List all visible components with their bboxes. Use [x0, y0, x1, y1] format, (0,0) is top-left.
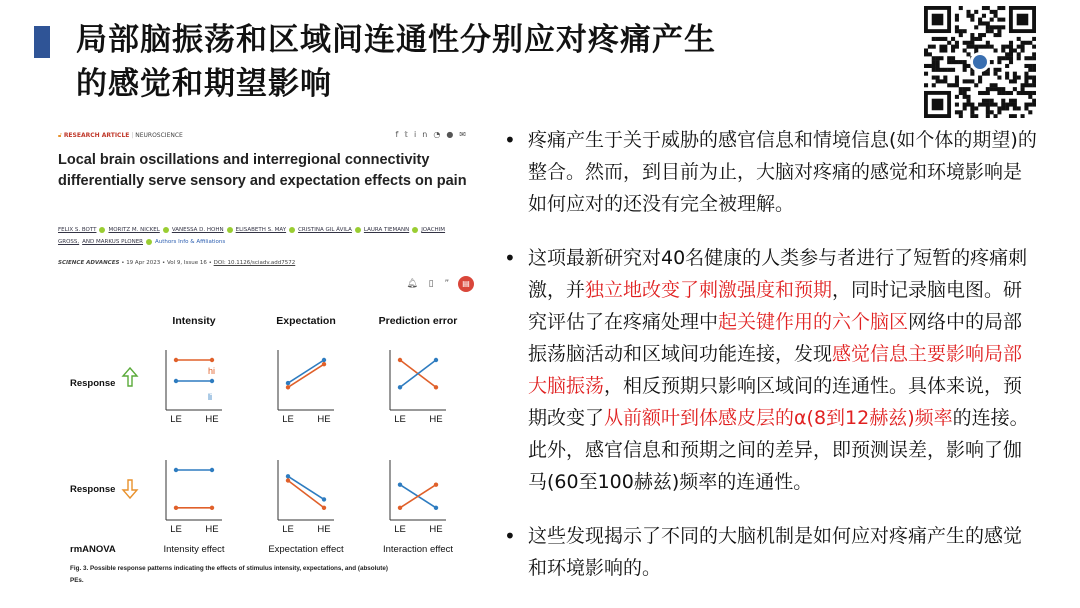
panel-3 — [390, 350, 446, 425]
data-point-hi — [210, 358, 214, 362]
bullet-list — [500, 124, 1040, 584]
row-label-up: Response — [70, 378, 116, 389]
highlighted-text: 起关键作用的六个脑区 — [718, 311, 909, 333]
weibo-icon[interactable]: ◔ — [433, 130, 447, 139]
data-point-hi — [174, 358, 178, 362]
bullet-text: ，同时记录脑电图。研究评估了在疼痛处理中 — [528, 279, 1023, 333]
bullet-text: 这项最新研究对40名健康的人类参与者进行了短暂的疼痛刺激，并 — [528, 247, 1028, 301]
author-link[interactable]: ELISABETH S. MAY — [235, 227, 287, 233]
row-label-down: Response — [70, 484, 116, 495]
x-tick-label: HE — [205, 414, 219, 425]
author-link[interactable]: JOACHIM GROSS, — [58, 227, 446, 245]
x-tick-label: LE — [282, 414, 294, 425]
article-tools — [406, 276, 474, 292]
open-access-icon: 🔓︎ — [58, 132, 62, 139]
data-point-hi — [434, 483, 438, 487]
bullet-text: 网络中的局部振荡脑活动和区域间功能连接，发现 — [528, 311, 1023, 365]
bullet-item — [500, 242, 1040, 498]
data-point-hi — [398, 506, 402, 510]
orcid-icon[interactable] — [289, 227, 295, 233]
journal-line: SCIENCE ADVANCES • 19 Apr 2023 • Vol 9, Issue 16 • DOI: 10.1126/sciadv.add7572 — [58, 260, 296, 266]
data-point-li — [210, 379, 214, 383]
bullet-item — [500, 520, 1040, 584]
bullet-text: 的连接。此外，感官信息和预期之间的差异，即预测误差，影响了伽马(60至100赫兹)频率的连通性。 — [528, 407, 1029, 493]
effect-label: Intensity effect — [163, 544, 225, 555]
legend-hi: hi — [208, 366, 216, 376]
orcid-icon[interactable] — [146, 239, 152, 245]
panel-6 — [390, 460, 446, 535]
orcid-icon[interactable] — [99, 227, 105, 233]
quote-icon[interactable]: ” — [444, 279, 450, 289]
highlighted-text: 从前额叶到体感皮层的α(8到12赫兹)频率 — [604, 407, 953, 429]
column-header: Expectation — [276, 315, 336, 327]
footer-label: rmANOVA — [70, 544, 116, 555]
orcid-icon[interactable] — [163, 227, 169, 233]
author-list — [58, 224, 478, 248]
x-tick-label: HE — [429, 524, 443, 535]
orcid-icon[interactable] — [412, 227, 418, 233]
data-point-hi — [398, 358, 402, 362]
data-point-li — [322, 497, 326, 501]
twitter-icon[interactable]: 𝕥 — [404, 130, 415, 139]
data-point-li — [174, 468, 178, 472]
highlighted-text: 感觉信息主要影响局部大脑振荡 — [528, 343, 1023, 397]
affiliations-link[interactable]: Authors Info & Affiliations — [155, 239, 226, 245]
article-section: NEUROSCIENCE — [135, 132, 183, 139]
x-tick-label: HE — [317, 524, 331, 535]
bullet-text: 这些发现揭示了不同的大脑机制是如何应对疼痛产生的感觉和环境影响的。 — [528, 525, 1023, 579]
effect-label: Expectation effect — [268, 544, 344, 555]
figure-caption-cont: PEs. — [70, 577, 84, 584]
x-tick-label: HE — [317, 414, 331, 425]
panel-1 — [166, 350, 222, 425]
figure-3 — [58, 308, 480, 598]
slide-title-line-1: 局部脑振荡和区域间连通性分别应对疼痛产生 — [76, 22, 716, 58]
data-point-li — [398, 483, 402, 487]
data-point-hi — [286, 385, 290, 389]
orcid-icon[interactable] — [227, 227, 233, 233]
data-point-hi — [210, 506, 214, 510]
series-line-li — [288, 360, 324, 383]
x-tick-label: HE — [429, 414, 443, 425]
facebook-icon[interactable]: f — [395, 130, 405, 139]
orcid-icon[interactable] — [355, 227, 361, 233]
arrow-down-icon — [123, 480, 137, 498]
figure-caption: Fig. 3. Possible response patterns indicating the effects of stimulus intensity, expectations, and (absolute) — [70, 565, 388, 572]
data-point-li — [434, 506, 438, 510]
author-link[interactable]: MORITZ M. NICKEL — [108, 227, 160, 233]
bookmark-icon[interactable]: ▯ — [428, 279, 434, 289]
bullet-text: 疼痛产生于关于威胁的感官信息和情境信息(如个体的期望)的整合。然而，到目前为止，大脑对疼痛的感觉和环境影响是如何应对的还没有完全被理解。 — [528, 129, 1037, 215]
bell-icon[interactable]: 🔔︎ — [406, 279, 418, 289]
data-point-li — [174, 379, 178, 383]
data-point-li — [434, 358, 438, 362]
paper-screenshot — [58, 128, 480, 598]
panel-4 — [166, 460, 222, 535]
author-link[interactable]: FELIX S. BOTT — [58, 227, 97, 233]
data-point-li — [286, 474, 290, 478]
effect-label: Interaction effect — [382, 544, 454, 555]
x-tick-label: HE — [205, 524, 219, 535]
x-tick-label: LE — [170, 414, 182, 425]
author-link[interactable]: CRISTINA GIL ÁVILA — [298, 227, 352, 233]
slide-title — [76, 18, 876, 106]
series-line-li — [288, 476, 324, 499]
legend-li: li — [208, 392, 212, 402]
x-tick-label: LE — [394, 414, 406, 425]
article-type: RESEARCH ARTICLE — [63, 132, 130, 139]
linkedin-icon[interactable]: in — [414, 130, 434, 139]
author-link[interactable]: LAURA TIEMANN — [363, 227, 410, 233]
bullet-text: ，相反预期只影响区域间的连通性。具体来说，预期改变了 — [528, 375, 1023, 429]
data-point-li — [210, 468, 214, 472]
pdf-icon[interactable]: ▤ — [458, 276, 474, 292]
series-line-hi — [288, 481, 324, 508]
qr-code-icon — [924, 6, 1036, 118]
data-point-hi — [322, 506, 326, 510]
panel-5 — [278, 460, 334, 535]
x-tick-label: LE — [170, 524, 182, 535]
author-link[interactable]: VANESSA D. HOHN — [171, 227, 224, 233]
x-tick-label: LE — [282, 524, 294, 535]
title-accent-bar — [34, 26, 50, 58]
x-tick-label: LE — [394, 524, 406, 535]
arrow-up-icon — [123, 368, 137, 386]
bullet-item — [500, 124, 1040, 220]
highlighted-text: 独立地改变了刺激强度和预期 — [585, 279, 833, 301]
journal-name: SCIENCE ADVANCES — [58, 260, 120, 266]
wechat-icon[interactable]: ● — [446, 130, 460, 139]
email-icon[interactable]: ✉ — [459, 130, 472, 139]
slide-title-line-2: 的感觉和期望影响 — [76, 66, 332, 102]
data-point-li — [398, 385, 402, 389]
article-meta: 🔓︎ RESEARCH ARTICLE | NEUROSCIENCE — [58, 132, 183, 139]
series-line-hi — [288, 364, 324, 387]
doi-link[interactable]: DOI: 10.1126/sciadv.add7572 — [213, 260, 296, 266]
share-bar — [395, 130, 472, 139]
volume-issue: Vol 9, Issue 16 — [166, 260, 207, 266]
column-header: Intensity — [172, 315, 216, 327]
paper-title: Local brain oscillations and interregional connectivity differentially serve sensory and expectation effects on pain — [58, 152, 467, 189]
data-point-hi — [322, 362, 326, 366]
data-point-li — [286, 381, 290, 385]
panel-2 — [278, 350, 334, 425]
data-point-li — [322, 358, 326, 362]
data-point-hi — [286, 478, 290, 482]
author-link[interactable]: AND MARKUS PLONER — [82, 239, 143, 245]
column-header: Prediction error — [378, 315, 458, 327]
data-point-hi — [174, 506, 178, 510]
pub-date: 19 Apr 2023 — [126, 260, 161, 266]
data-point-hi — [434, 385, 438, 389]
